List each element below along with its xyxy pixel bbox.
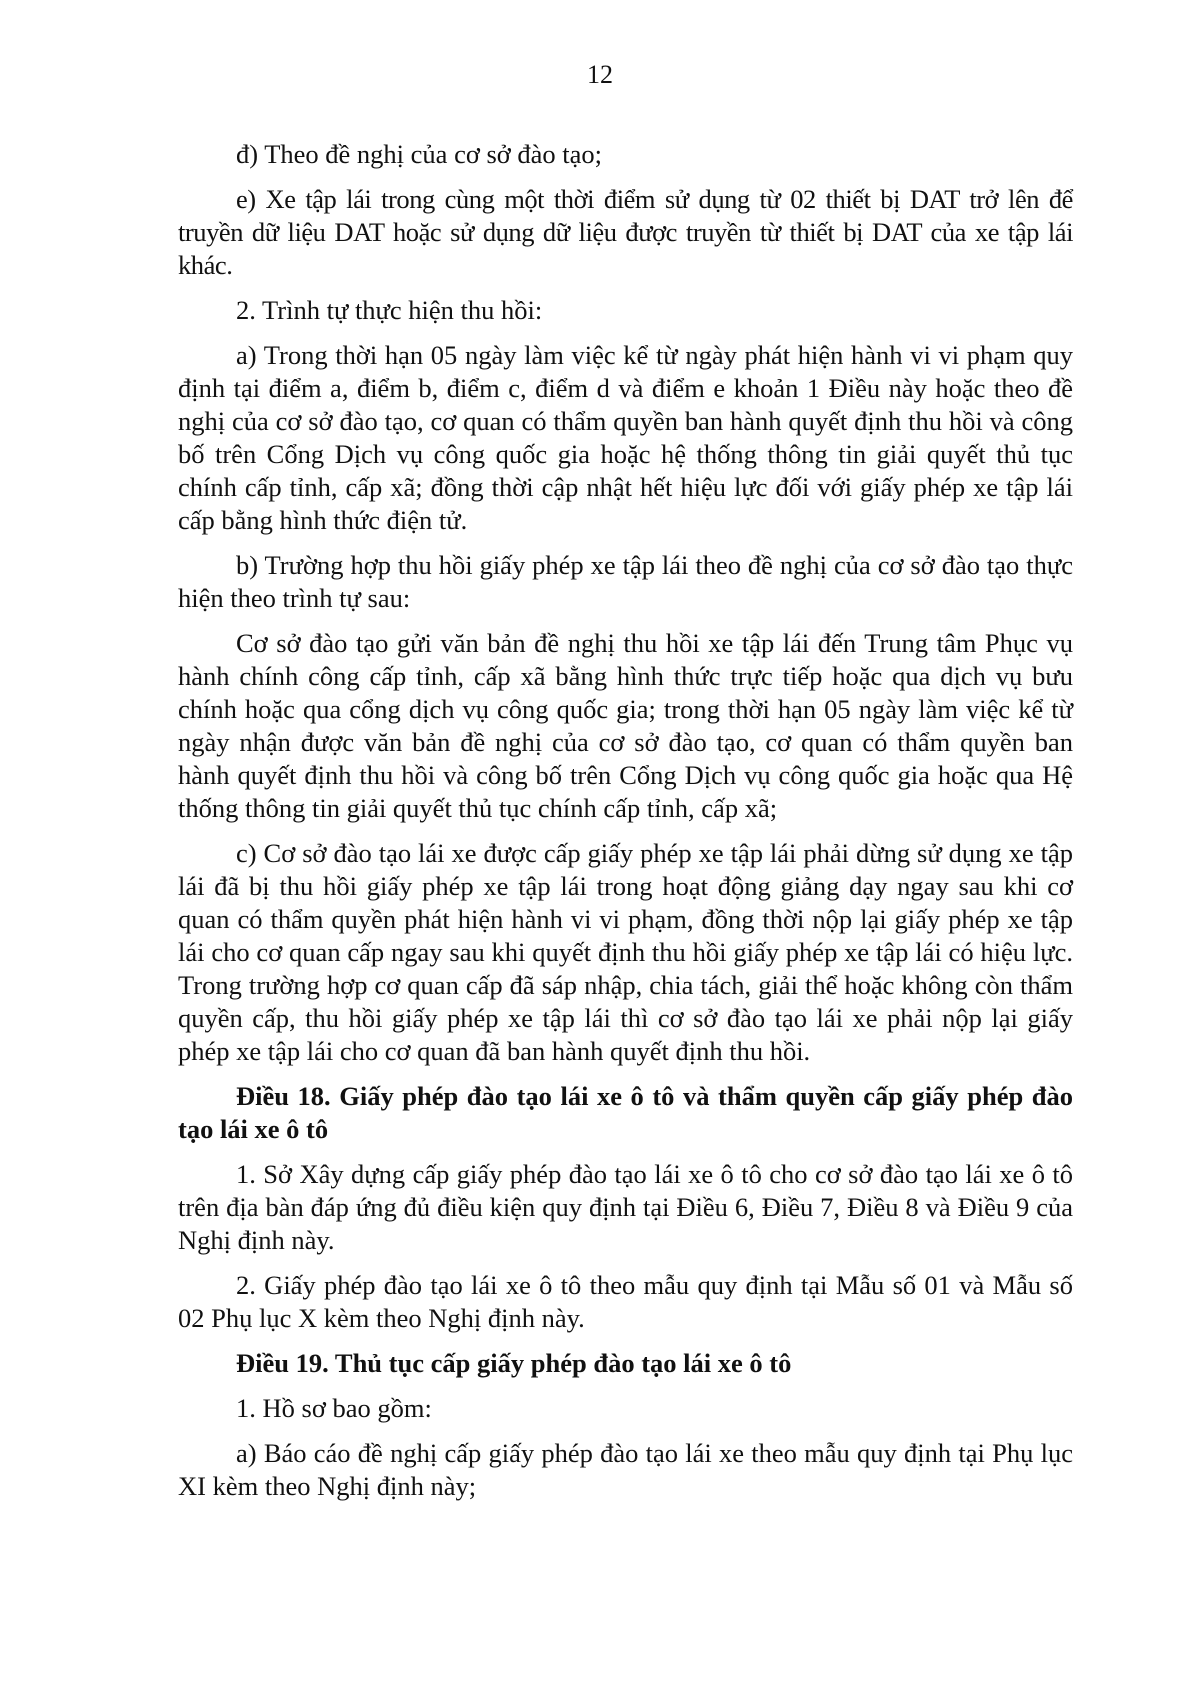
article-19-heading: Điều 19. Thủ tục cấp giấy phép đào tạo lái xe ô tô: [236, 1348, 792, 1378]
document-body: [178, 138, 1073, 1515]
article-18-heading: Điều 18. Giấy phép đào tạo lái xe ô tô và thẩm quyền cấp giấy phép đào tạo lái xe ô tô: [178, 1081, 1073, 1144]
paragraph-item-d: đ) Theo đề nghị của cơ sở đào tạo;: [236, 139, 603, 169]
article-19-clause-1-a: a) Báo cáo đề nghị cấp giấy phép đào tạo lái xe theo mẫu quy định tại Phụ lục XI kèm theo Nghị định này;: [178, 1438, 1073, 1501]
paragraph-procedure-b-detail: Cơ sở đào tạo gửi văn bản đề nghị thu hồi xe tập lái đến Trung tâm Phục vụ hành chính công cấp tỉnh, cấp xã bằng hình thức trực tiếp hoặc qua dịch vụ bưu chính hoặc qua cổng dịch vụ công quốc gia; trong thời hạn 05 ngày làm việc kể từ ngày nhận được văn bản đề nghị của cơ sở đào tạo, cơ quan có thẩm quyền ban hành quyết định thu hồi và công bố trên Cổng Dịch vụ công quốc gia hoặc qua Hệ thống thông tin giải quyết thủ tục chính cấp tỉnh, cấp xã;: [178, 628, 1073, 823]
paragraph-procedure-a: a) Trong thời hạn 05 ngày làm việc kể từ ngày phát hiện hành vi vi phạm quy định tại điểm a, điểm b, điểm c, điểm d và điểm e khoản 1 Điều này hoặc theo đề nghị của cơ sở đào tạo, cơ quan có thẩm quyền ban hành quyết định thu hồi và công bố trên Cổng Dịch vụ công quốc gia hoặc hệ thống thông tin giải quyết thủ tục chính cấp tỉnh, cấp xã; đồng thời cập nhật hết hiệu lực đối với giấy phép xe tập lái cấp bằng hình thức điện tử.: [178, 340, 1073, 535]
article-19-clause-1: 1. Hồ sơ bao gồm:: [236, 1393, 432, 1423]
paragraph-procedure-title: 2. Trình tự thực hiện thu hồi:: [236, 295, 543, 325]
page-number: 12: [587, 60, 613, 89]
paragraph-procedure-b: b) Trường hợp thu hồi giấy phép xe tập lái theo đề nghị của cơ sở đào tạo thực hiện theo trình tự sau:: [178, 550, 1073, 613]
paragraph-procedure-c: c) Cơ sở đào tạo lái xe được cấp giấy phép xe tập lái phải dừng sử dụng xe tập lái đã bị thu hồi giấy phép xe tập lái trong hoạt động giảng dạy ngay sau khi cơ quan có thẩm quyền phát hiện hành vi vi phạm, đồng thời nộp lại giấy phép xe tập lái cho cơ quan cấp ngay sau khi quyết định thu hồi giấy phép xe tập lái có hiệu lực. Trong trường hợp cơ quan cấp đã sáp nhập, chia tách, giải thể hoặc không còn thẩm quyền cấp, thu hồi giấy phép xe tập lái thì cơ sở đào tạo lái xe phải nộp lại giấy phép xe tập lái cho cơ quan đã ban hành quyết định thu hồi.: [178, 838, 1073, 1066]
article-18-clause-1: 1. Sở Xây dựng cấp giấy phép đào tạo lái xe ô tô cho cơ sở đào tạo lái xe ô tô trên địa bàn đáp ứng đủ điều kiện quy định tại Điều 6, Điều 7, Điều 8 và Điều 9 của Nghị định này.: [178, 1159, 1073, 1255]
paragraph-item-e: e) Xe tập lái trong cùng một thời điểm sử dụng từ 02 thiết bị DAT trở lên để truyền dữ liệu DAT hoặc sử dụng dữ liệu được truyền từ thiết bị DAT của xe tập lái khác.: [178, 184, 1073, 280]
article-18-clause-2: 2. Giấy phép đào tạo lái xe ô tô theo mẫu quy định tại Mẫu số 01 và Mẫu số 02 Phụ lục X kèm theo Nghị định này.: [178, 1270, 1073, 1333]
